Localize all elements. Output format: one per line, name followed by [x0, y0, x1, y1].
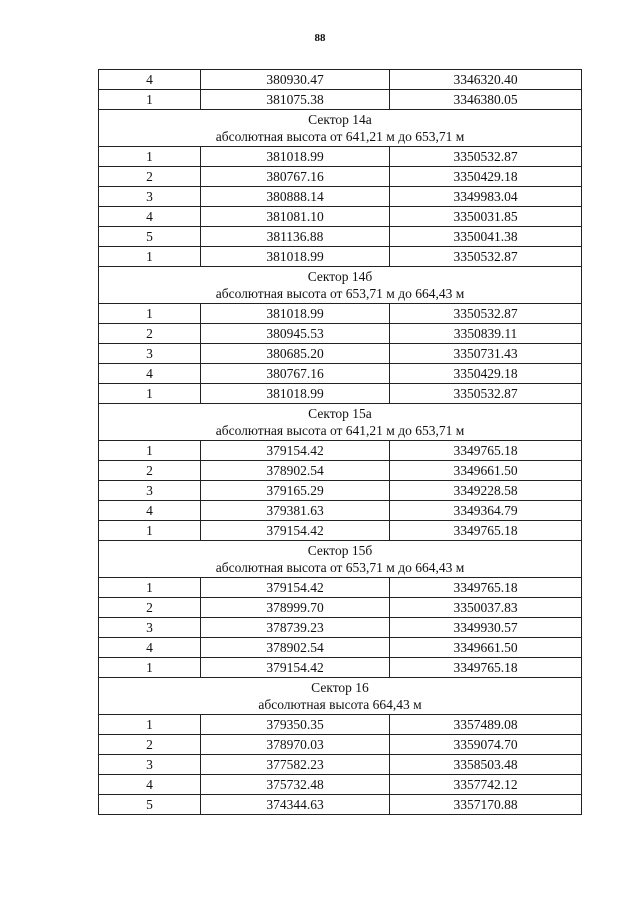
- section-header-row: [99, 678, 582, 715]
- section-subtitle: абсолютная высота от 653,71 м до 664,43 м: [215, 560, 465, 575]
- y-coordinate-cell: 3349765.18: [390, 658, 582, 678]
- point-number-cell: 1: [99, 304, 201, 324]
- section-header-cell: [99, 404, 582, 441]
- y-coordinate-cell: 3350532.87: [390, 247, 582, 267]
- table-row: [99, 638, 582, 658]
- section-header-cell: [99, 678, 582, 715]
- table-row: [99, 147, 582, 167]
- section-subtitle: абсолютная высота от 641,21 м до 653,71 м: [215, 423, 465, 438]
- point-number-cell: 1: [99, 90, 201, 110]
- section-header-cell: [99, 267, 582, 304]
- x-coordinate-cell: 381018.99: [201, 147, 390, 167]
- coordinates-table-body: [99, 70, 582, 815]
- x-coordinate-cell: 381136.88: [201, 227, 390, 247]
- y-coordinate-cell: 3350532.87: [390, 147, 582, 167]
- y-coordinate-cell: 3357170.88: [390, 795, 582, 815]
- x-coordinate-cell: 380888.14: [201, 187, 390, 207]
- point-number-cell: 2: [99, 461, 201, 481]
- x-coordinate-cell: 379381.63: [201, 501, 390, 521]
- table-row: [99, 384, 582, 404]
- y-coordinate-cell: 3357742.12: [390, 775, 582, 795]
- x-coordinate-cell: 381075.38: [201, 90, 390, 110]
- section-header-row: [99, 110, 582, 147]
- table-row: [99, 735, 582, 755]
- point-number-cell: 1: [99, 147, 201, 167]
- y-coordinate-cell: 3350031.85: [390, 207, 582, 227]
- point-number-cell: 4: [99, 638, 201, 658]
- y-coordinate-cell: 3350037.83: [390, 598, 582, 618]
- table-row: [99, 755, 582, 775]
- point-number-cell: 4: [99, 70, 201, 90]
- table-row: [99, 364, 582, 384]
- page-number: 88: [314, 32, 326, 44]
- point-number-cell: 4: [99, 207, 201, 227]
- x-coordinate-cell: 379154.42: [201, 521, 390, 541]
- y-coordinate-cell: 3346320.40: [390, 70, 582, 90]
- table-row: [99, 90, 582, 110]
- table-row: [99, 598, 582, 618]
- coordinates-table: [98, 69, 582, 815]
- y-coordinate-cell: 3350532.87: [390, 384, 582, 404]
- x-coordinate-cell: 379350.35: [201, 715, 390, 735]
- y-coordinate-cell: 3349661.50: [390, 638, 582, 658]
- x-coordinate-cell: 378999.70: [201, 598, 390, 618]
- x-coordinate-cell: 380767.16: [201, 364, 390, 384]
- y-coordinate-cell: 3350041.38: [390, 227, 582, 247]
- point-number-cell: 2: [99, 167, 201, 187]
- table-row: [99, 70, 582, 90]
- table-row: [99, 521, 582, 541]
- point-number-cell: 4: [99, 775, 201, 795]
- section-title: Сектор 15а: [308, 406, 372, 421]
- y-coordinate-cell: 3346380.05: [390, 90, 582, 110]
- table-row: [99, 501, 582, 521]
- x-coordinate-cell: 379154.42: [201, 578, 390, 598]
- section-subtitle: абсолютная высота от 641,21 м до 653,71 м: [215, 129, 465, 144]
- x-coordinate-cell: 379165.29: [201, 481, 390, 501]
- section-title: Сектор 16: [311, 680, 369, 695]
- x-coordinate-cell: 377582.23: [201, 755, 390, 775]
- y-coordinate-cell: 3349765.18: [390, 441, 582, 461]
- x-coordinate-cell: 379154.42: [201, 658, 390, 678]
- table-row: [99, 795, 582, 815]
- section-header-row: [99, 541, 582, 578]
- section-header-row: [99, 267, 582, 304]
- point-number-cell: 5: [99, 795, 201, 815]
- section-subtitle: абсолютная высота 664,43 м: [258, 697, 422, 712]
- point-number-cell: 5: [99, 227, 201, 247]
- point-number-cell: 1: [99, 384, 201, 404]
- point-number-cell: 1: [99, 658, 201, 678]
- x-coordinate-cell: 381018.99: [201, 384, 390, 404]
- table-row: [99, 324, 582, 344]
- table-row: [99, 441, 582, 461]
- section-title: Сектор 15б: [307, 543, 373, 558]
- x-coordinate-cell: 378902.54: [201, 461, 390, 481]
- y-coordinate-cell: 3349228.58: [390, 481, 582, 501]
- x-coordinate-cell: 379154.42: [201, 441, 390, 461]
- table-row: [99, 344, 582, 364]
- point-number-cell: 3: [99, 618, 201, 638]
- y-coordinate-cell: 3350839.11: [390, 324, 582, 344]
- table-row: [99, 775, 582, 795]
- x-coordinate-cell: 380685.20: [201, 344, 390, 364]
- x-coordinate-cell: 380930.47: [201, 70, 390, 90]
- point-number-cell: 4: [99, 364, 201, 384]
- y-coordinate-cell: 3349661.50: [390, 461, 582, 481]
- x-coordinate-cell: 378739.23: [201, 618, 390, 638]
- table-row: [99, 187, 582, 207]
- section-header-row: [99, 404, 582, 441]
- point-number-cell: 1: [99, 715, 201, 735]
- x-coordinate-cell: 381018.99: [201, 304, 390, 324]
- y-coordinate-cell: 3350429.18: [390, 364, 582, 384]
- x-coordinate-cell: 380767.16: [201, 167, 390, 187]
- y-coordinate-cell: 3349983.04: [390, 187, 582, 207]
- x-coordinate-cell: 375732.48: [201, 775, 390, 795]
- x-coordinate-cell: 380945.53: [201, 324, 390, 344]
- y-coordinate-cell: 3349765.18: [390, 521, 582, 541]
- table-row: [99, 304, 582, 324]
- table-row: [99, 578, 582, 598]
- x-coordinate-cell: 374344.63: [201, 795, 390, 815]
- point-number-cell: 1: [99, 441, 201, 461]
- point-number-cell: 1: [99, 578, 201, 598]
- x-coordinate-cell: 378902.54: [201, 638, 390, 658]
- point-number-cell: 2: [99, 735, 201, 755]
- table-row: [99, 618, 582, 638]
- y-coordinate-cell: 3358503.48: [390, 755, 582, 775]
- table-row: [99, 247, 582, 267]
- y-coordinate-cell: 3349364.79: [390, 501, 582, 521]
- table-row: [99, 481, 582, 501]
- table-row: [99, 207, 582, 227]
- section-header-cell: [99, 110, 582, 147]
- table-row: [99, 167, 582, 187]
- y-coordinate-cell: 3350731.43: [390, 344, 582, 364]
- table-row: [99, 658, 582, 678]
- x-coordinate-cell: 381081.10: [201, 207, 390, 227]
- y-coordinate-cell: 3359074.70: [390, 735, 582, 755]
- section-subtitle: абсолютная высота от 653,71 м до 664,43 м: [215, 286, 465, 301]
- point-number-cell: 2: [99, 324, 201, 344]
- y-coordinate-cell: 3350429.18: [390, 167, 582, 187]
- table-row: [99, 227, 582, 247]
- point-number-cell: 3: [99, 481, 201, 501]
- point-number-cell: 1: [99, 247, 201, 267]
- y-coordinate-cell: 3357489.08: [390, 715, 582, 735]
- y-coordinate-cell: 3349765.18: [390, 578, 582, 598]
- y-coordinate-cell: 3350532.87: [390, 304, 582, 324]
- point-number-cell: 3: [99, 755, 201, 775]
- point-number-cell: 1: [99, 521, 201, 541]
- point-number-cell: 3: [99, 187, 201, 207]
- y-coordinate-cell: 3349930.57: [390, 618, 582, 638]
- x-coordinate-cell: 378970.03: [201, 735, 390, 755]
- point-number-cell: 2: [99, 598, 201, 618]
- section-header-cell: [99, 541, 582, 578]
- section-title: Сектор 14а: [308, 112, 372, 127]
- section-title: Сектор 14б: [307, 269, 373, 284]
- x-coordinate-cell: 381018.99: [201, 247, 390, 267]
- table-row: [99, 461, 582, 481]
- table-row: [99, 715, 582, 735]
- point-number-cell: 4: [99, 501, 201, 521]
- point-number-cell: 3: [99, 344, 201, 364]
